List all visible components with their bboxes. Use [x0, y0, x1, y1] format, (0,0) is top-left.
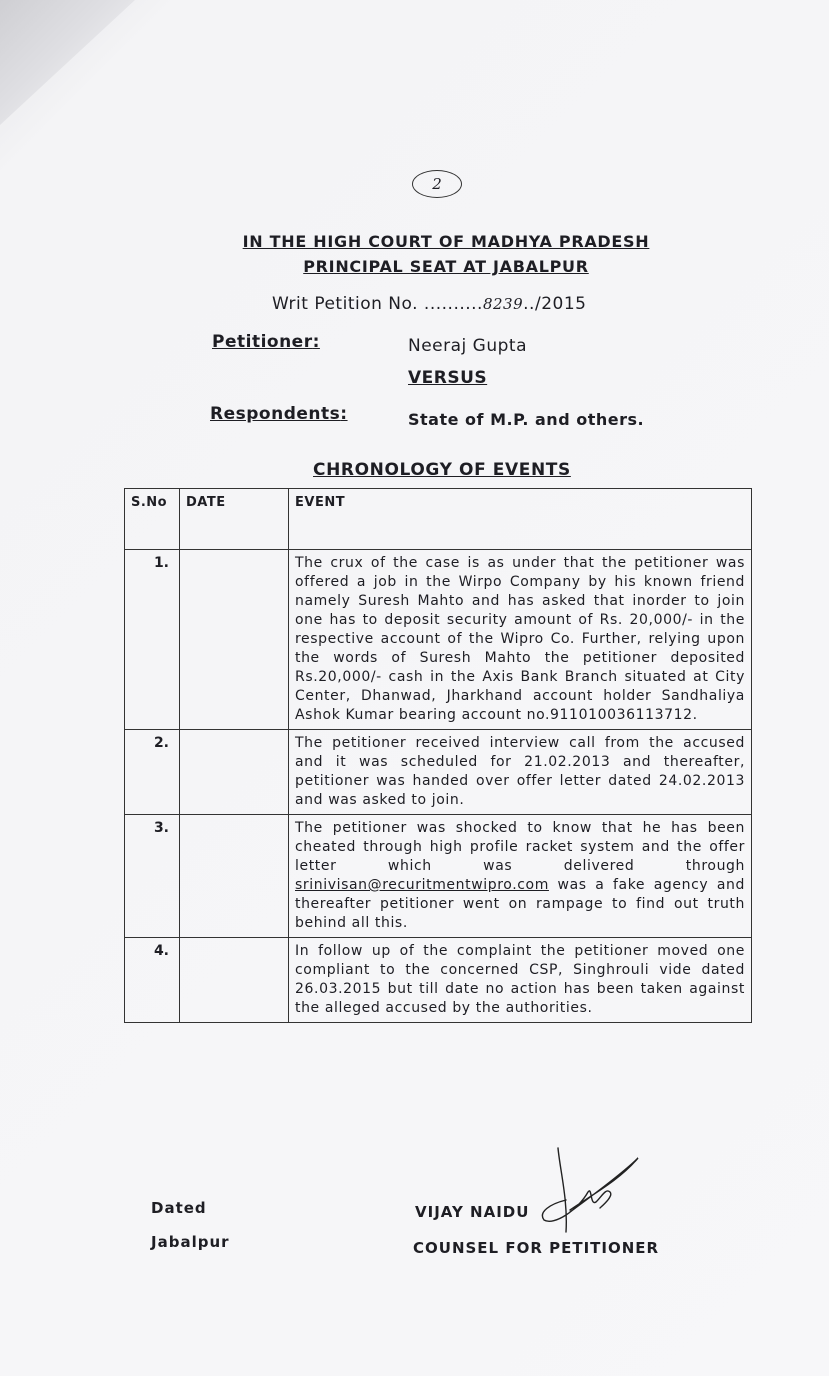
row-date [180, 938, 289, 1023]
row-event: The crux of the case is as under that the petitioner was offered a job in the Wirpo Company by his known friend namely Suresh Mahto and has asked that inorder to join one has to deposit security amount of Rs. 20,000/- in the respective account of the Wipro Co. Further, relying upon the words of Suresh Mahto the petitioner deposited Rs.20,000/- cash in the Axis Bank Branch situated at City Center, Dhanwad, Jharkhand account holder Sandhaliya Ashok Kumar bearing account no.911010036113712. [289, 550, 752, 730]
writ-petition-number [272, 294, 586, 314]
table-row [125, 815, 752, 938]
writ-dots-after: .. [523, 294, 535, 314]
respondents-label: Respondents: [210, 404, 348, 424]
row-event: The petitioner received interview call from the accused and it was scheduled for 21.02.2013 and thereafter, petitioner was handed over offer letter dated 24.02.2013 and was asked to join. [289, 730, 752, 815]
row-sno: 2. [125, 730, 180, 815]
petitioner-label: Petitioner: [212, 332, 320, 352]
event-text-after: was a fake agency and thereafter petitioner went on rampage to find out truth behind all this. [295, 877, 745, 931]
counsel-role: COUNSEL FOR PETITIONER [413, 1239, 660, 1257]
writ-prefix: Writ Petition No. [272, 294, 424, 314]
row-sno: 3. [125, 815, 180, 938]
table-row [125, 550, 752, 730]
column-header-date: DATE [180, 489, 289, 550]
table-row [125, 730, 752, 815]
row-sno: 1. [125, 550, 180, 730]
place-label: Jabalpur [151, 1233, 230, 1251]
chronology-heading: CHRONOLOGY OF EVENTS [313, 460, 571, 480]
writ-handwritten-number: 8239 [482, 295, 524, 313]
chronology-table [124, 488, 752, 1023]
counsel-name: VIJAY NAIDU [415, 1203, 530, 1221]
dated-label: Dated [151, 1199, 207, 1217]
table-row [125, 938, 752, 1023]
court-seat: PRINCIPAL SEAT AT JABALPUR [303, 257, 589, 276]
signature-icon [530, 1140, 640, 1235]
court-name: IN THE HIGH COURT OF MADHYA PRADESH [242, 232, 650, 251]
row-date [180, 550, 289, 730]
row-event [289, 815, 752, 938]
column-header-event: EVENT [289, 489, 752, 550]
event-text-before: The petitioner was shocked to know that he has been cheated through high profile racket system and the offer letter which was delivered through [295, 820, 745, 874]
email-link[interactable]: srinivisan@recuritmentwipro.com [295, 877, 549, 893]
row-sno: 4. [125, 938, 180, 1023]
petitioner-name: Neeraj Gupta [408, 336, 527, 356]
row-date [180, 730, 289, 815]
writ-dots-before: .......... [423, 294, 483, 314]
respondents-name: State of M.P. and others. [408, 410, 645, 429]
writ-year: /2015 [534, 294, 587, 314]
table-header-row [125, 489, 752, 550]
versus-label: VERSUS [408, 368, 488, 388]
row-date [180, 815, 289, 938]
page-number: 2 [412, 170, 462, 198]
row-event: In follow up of the complaint the petitioner moved one compliant to the concerned CSP, Singhrouli vide dated 26.03.2015 but till date no action has been taken against the alleged accused by the authorities. [289, 938, 752, 1023]
column-header-sno: S.No [125, 489, 180, 550]
